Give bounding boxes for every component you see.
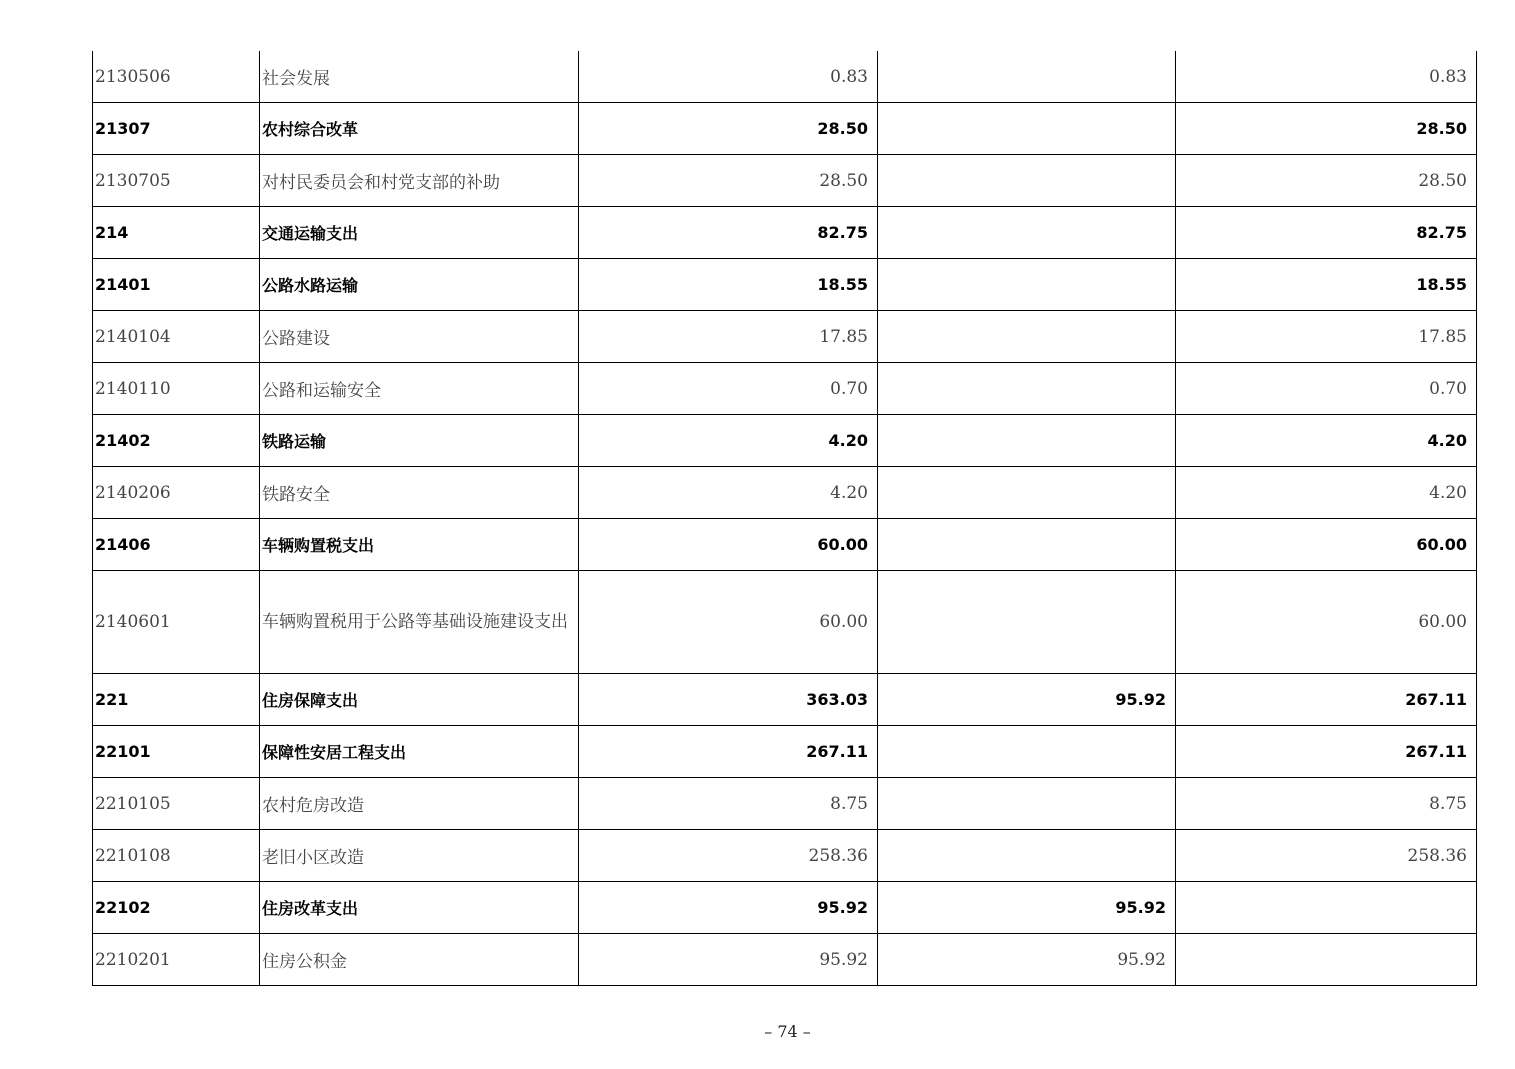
total-amount-cell: 28.50: [579, 155, 878, 207]
basic-amount-cell: [878, 778, 1176, 830]
total-amount-cell: 60.00: [579, 519, 878, 571]
subject-code-cell: 2140206: [93, 467, 260, 519]
basic-amount-cell: [878, 363, 1176, 415]
table-row: [93, 726, 1477, 778]
subject-code-cell: 22101: [93, 726, 260, 778]
basic-amount-cell: [878, 830, 1176, 882]
subject-name-cell: 铁路运输: [260, 415, 579, 467]
subject-code-cell: 21307: [93, 103, 260, 155]
subject-name-cell: 铁路安全: [260, 467, 579, 519]
subject-name-cell: 住房改革支出: [260, 882, 579, 934]
table-row: [93, 155, 1477, 207]
basic-amount-cell: 95.92: [878, 674, 1176, 726]
subject-code-cell: 2210105: [93, 778, 260, 830]
basic-amount-cell: 95.92: [878, 934, 1176, 986]
subject-name-cell: 交通运输支出: [260, 207, 579, 259]
table-row: [93, 571, 1477, 674]
total-amount-cell: 82.75: [579, 207, 878, 259]
subject-name-cell: 社会发展: [260, 51, 579, 103]
subject-name-cell: 公路和运输安全: [260, 363, 579, 415]
project-amount-cell: 8.75: [1176, 778, 1477, 830]
subject-name-cell: 住房公积金: [260, 934, 579, 986]
subject-code-cell: 21402: [93, 415, 260, 467]
total-amount-cell: 95.92: [579, 882, 878, 934]
basic-amount-cell: [878, 207, 1176, 259]
table-row: [93, 103, 1477, 155]
subject-code-cell: 214: [93, 207, 260, 259]
basic-amount-cell: [878, 415, 1176, 467]
subject-code-cell: 21406: [93, 519, 260, 571]
basic-amount-cell: [878, 311, 1176, 363]
basic-amount-cell: [878, 571, 1176, 674]
subject-name-cell: 保障性安居工程支出: [260, 726, 579, 778]
basic-amount-cell: [878, 467, 1176, 519]
total-amount-cell: 267.11: [579, 726, 878, 778]
subject-code-cell: 2130506: [93, 51, 260, 103]
basic-amount-cell: [878, 51, 1176, 103]
subject-name-cell: 农村危房改造: [260, 778, 579, 830]
total-amount-cell: 17.85: [579, 311, 878, 363]
table-row: [93, 363, 1477, 415]
subject-name-cell: 对村民委员会和村党支部的补助: [260, 155, 579, 207]
project-amount-cell: 28.50: [1176, 155, 1477, 207]
table-row: [93, 830, 1477, 882]
project-amount-cell: 4.20: [1176, 415, 1477, 467]
subject-code-cell: 21401: [93, 259, 260, 311]
total-amount-cell: 4.20: [579, 467, 878, 519]
project-amount-cell: 82.75: [1176, 207, 1477, 259]
project-amount-cell: 267.11: [1176, 726, 1477, 778]
subject-code-cell: 2140601: [93, 571, 260, 674]
subject-name-cell: 车辆购置税用于公路等基础设施建设支出: [260, 571, 579, 674]
table-row: [93, 882, 1477, 934]
subject-name-cell: 老旧小区改造: [260, 830, 579, 882]
project-amount-cell: 18.55: [1176, 259, 1477, 311]
subject-name-cell: 公路建设: [260, 311, 579, 363]
table-row: [93, 519, 1477, 571]
table-row: [93, 259, 1477, 311]
subject-name-cell: 农村综合改革: [260, 103, 579, 155]
total-amount-cell: 60.00: [579, 571, 878, 674]
table-row: [93, 415, 1477, 467]
total-amount-cell: 28.50: [579, 103, 878, 155]
table-row: [93, 467, 1477, 519]
total-amount-cell: 8.75: [579, 778, 878, 830]
subject-code-cell: 2140110: [93, 363, 260, 415]
project-amount-cell: 258.36: [1176, 830, 1477, 882]
total-amount-cell: 4.20: [579, 415, 878, 467]
subject-code-cell: 2130705: [93, 155, 260, 207]
basic-amount-cell: [878, 103, 1176, 155]
project-amount-cell: [1176, 882, 1477, 934]
total-amount-cell: 258.36: [579, 830, 878, 882]
subject-name-cell: 公路水路运输: [260, 259, 579, 311]
total-amount-cell: 0.70: [579, 363, 878, 415]
basic-amount-cell: [878, 259, 1176, 311]
basic-amount-cell: 95.92: [878, 882, 1176, 934]
basic-amount-cell: [878, 519, 1176, 571]
project-amount-cell: 0.83: [1176, 51, 1477, 103]
project-amount-cell: 17.85: [1176, 311, 1477, 363]
basic-amount-cell: [878, 155, 1176, 207]
total-amount-cell: 18.55: [579, 259, 878, 311]
total-amount-cell: 0.83: [579, 51, 878, 103]
project-amount-cell: 4.20: [1176, 467, 1477, 519]
subject-code-cell: 2140104: [93, 311, 260, 363]
subject-name-cell: 住房保障支出: [260, 674, 579, 726]
total-amount-cell: 95.92: [579, 934, 878, 986]
project-amount-cell: 60.00: [1176, 571, 1477, 674]
table-row: [93, 778, 1477, 830]
project-amount-cell: 60.00: [1176, 519, 1477, 571]
subject-code-cell: 221: [93, 674, 260, 726]
subject-code-cell: 2210201: [93, 934, 260, 986]
subject-code-cell: 22102: [93, 882, 260, 934]
table-row: [93, 311, 1477, 363]
table-row: [93, 207, 1477, 259]
project-amount-cell: 0.70: [1176, 363, 1477, 415]
project-amount-cell: [1176, 934, 1477, 986]
page-number: – 74 –: [764, 1022, 811, 1041]
project-amount-cell: 28.50: [1176, 103, 1477, 155]
table-row: [93, 51, 1477, 103]
subject-code-cell: 2210108: [93, 830, 260, 882]
project-amount-cell: 267.11: [1176, 674, 1477, 726]
basic-amount-cell: [878, 726, 1176, 778]
subject-name-cell: 车辆购置税支出: [260, 519, 579, 571]
total-amount-cell: 363.03: [579, 674, 878, 726]
table-row: [93, 674, 1477, 726]
table-row: [93, 934, 1477, 986]
budget-table: [92, 51, 1477, 986]
